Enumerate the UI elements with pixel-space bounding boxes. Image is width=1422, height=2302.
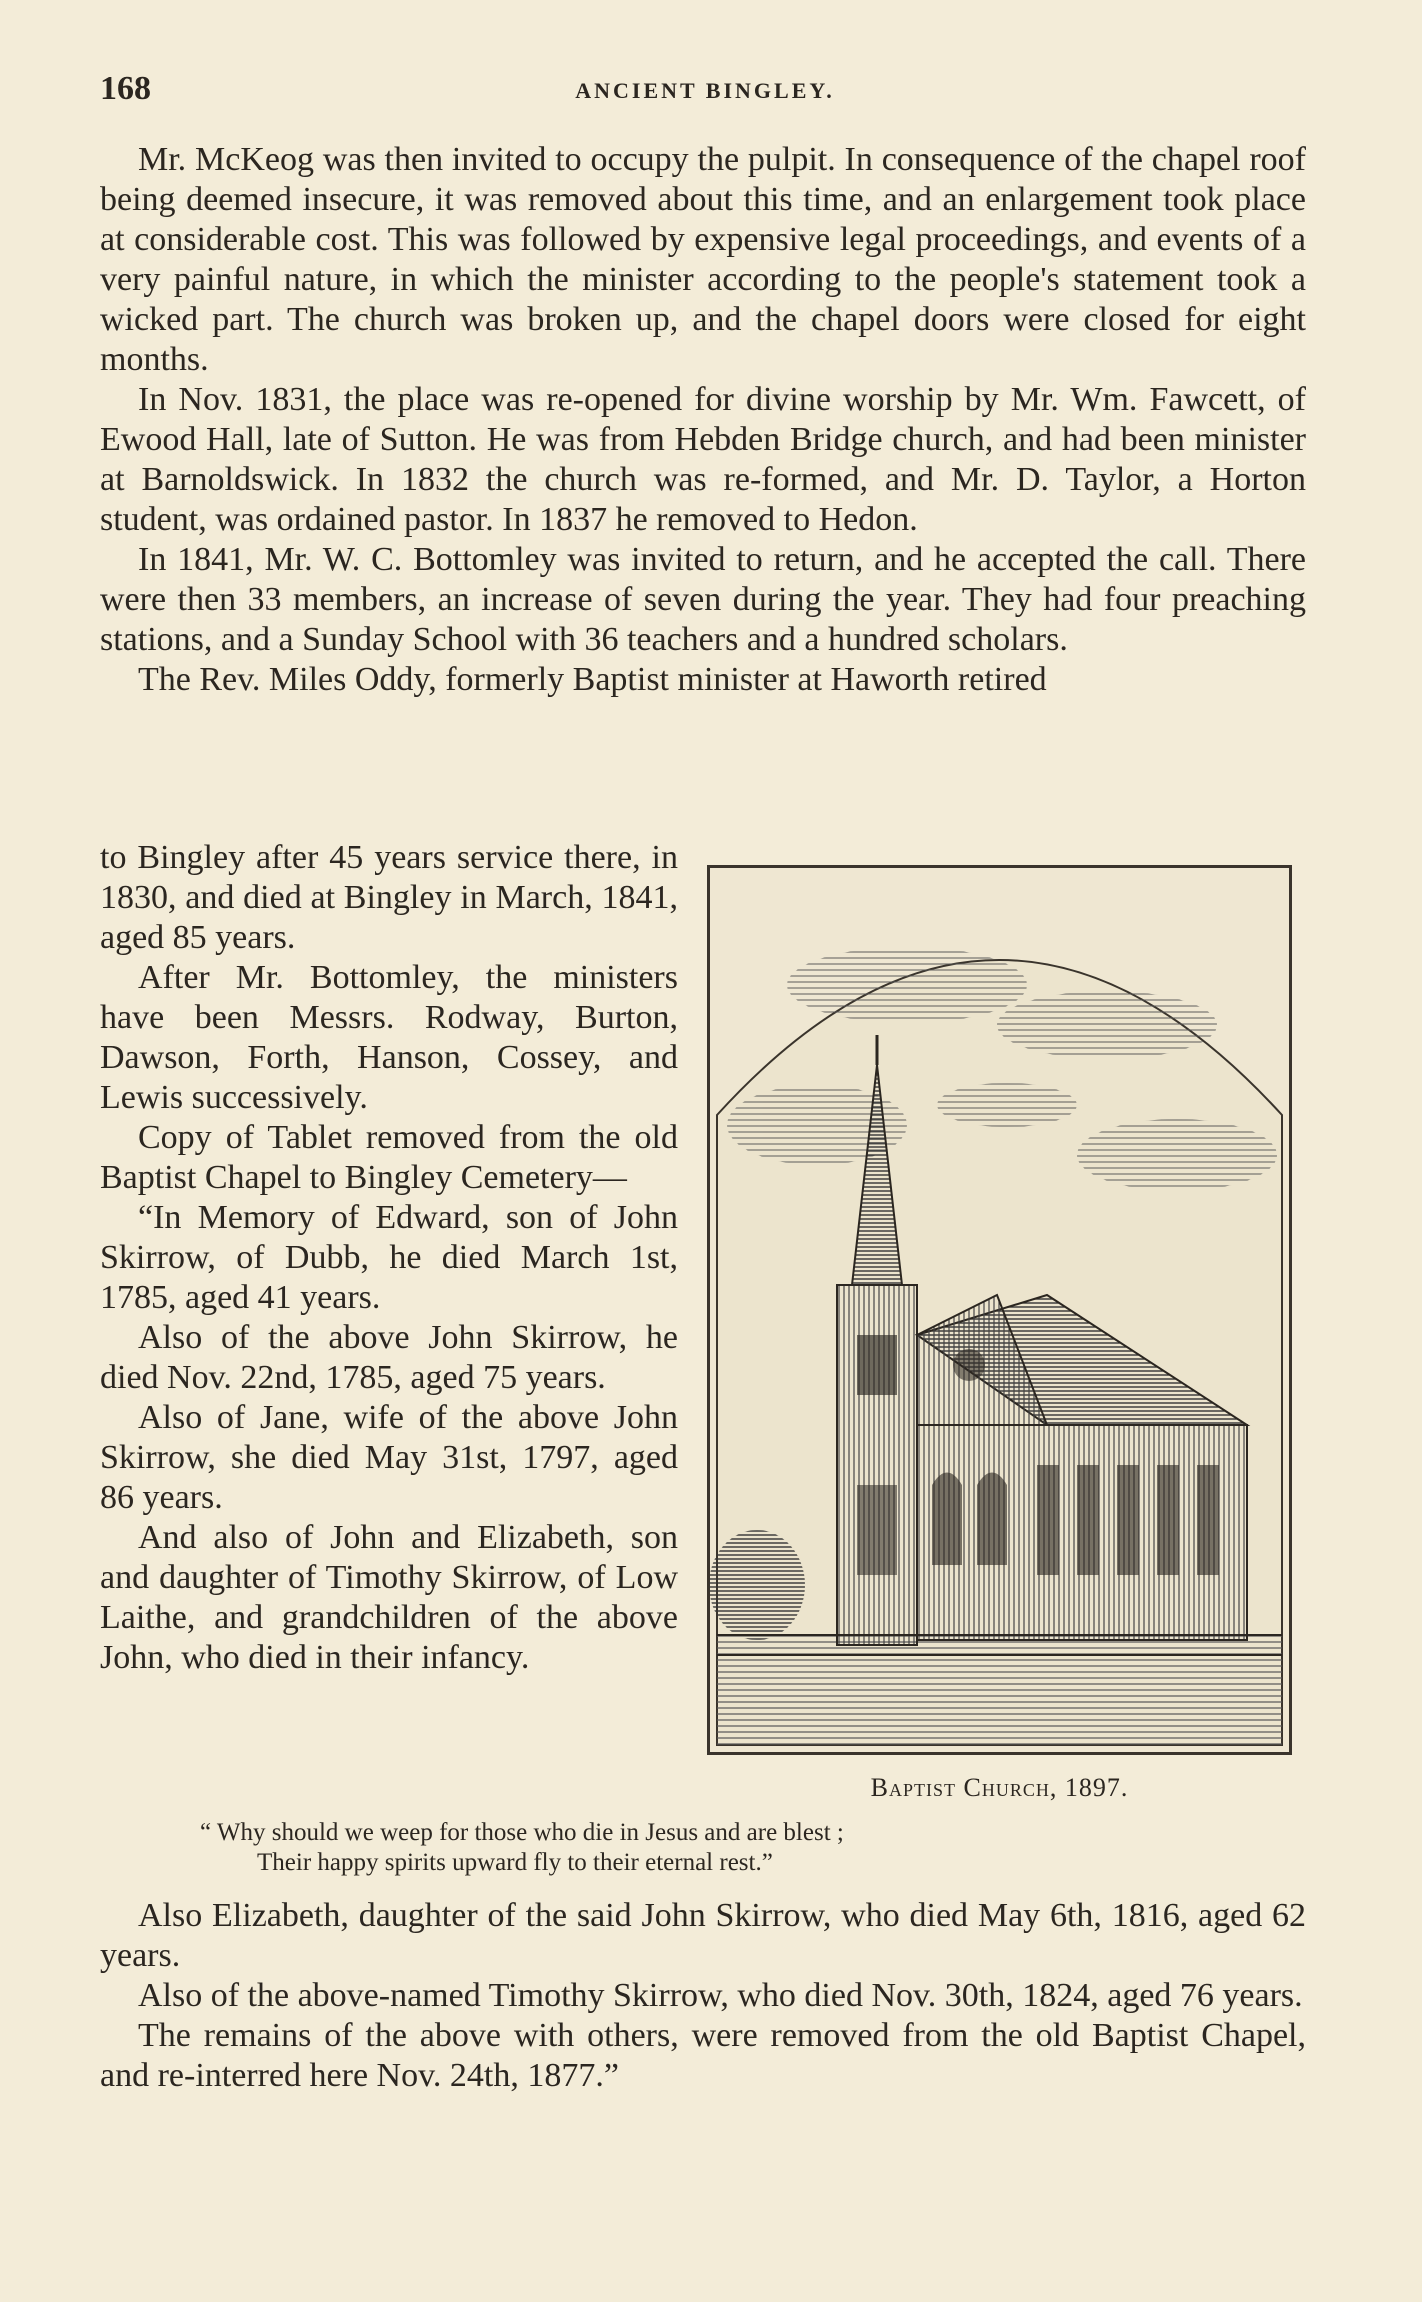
paragraph-edward: “In Memory of Edward, son of John Skirrow, of Dubb, he died March 1st, 1785, aged 41 years. bbox=[100, 1199, 678, 1316]
paragraph-oddy-continued: to Bingley after 45 years service there, in 1830, and died at Bingley in March, 1841, aged 85 years. bbox=[100, 839, 678, 956]
paragraph-elizabeth: Also Elizabeth, daughter of the said John Skirrow, who died May 6th, 1816, aged 62 years. bbox=[100, 1897, 1306, 1974]
paragraph-tablet-intro: Copy of Tablet removed from the old Baptist Chapel to Bingley Cemetery— bbox=[100, 1119, 678, 1196]
paragraph-1831: In Nov. 1831, the place was re-opened for divine worship by Mr. Wm. Fawcett, of Ewood Hall, late of Sutton. He was from Hebden Bridge church, and had been minister at Barnoldswick. In 1832 the church was re-formed, and Mr. D. Taylor, a Horton student, was ordained pastor. In 1837 he removed to Hedon. bbox=[100, 381, 1306, 538]
church-illustration bbox=[707, 865, 1292, 1755]
left-column-text bbox=[100, 838, 678, 1678]
epitaph-verse bbox=[200, 1818, 1200, 1878]
paragraph-ministers: After Mr. Bottomley, the ministers have been Messrs. Rodway, Burton, Dawson, Forth, Hanson, Cossey, and Lewis successively. bbox=[100, 959, 678, 1116]
paragraph-remains: The remains of the above with others, were removed from the old Baptist Chapel, and re-interred here Nov. 24th, 1877.” bbox=[100, 2017, 1306, 2094]
paragraph-1841: In 1841, Mr. W. C. Bottomley was invited to return, and he accepted the call. There were then 33 members, an increase of seven during the year. They had four preaching stations, and a Sunday School with 36 teachers and a hundred scholars. bbox=[100, 541, 1306, 658]
bottom-text-block bbox=[100, 1896, 1306, 2096]
paragraph-mckeog: Mr. McKeog was then invited to occupy the pulpit. In consequence of the chapel roof being deemed insecure, it was removed about this time, and an enlargement took place at considerable cost. This was followed by expensive legal proceedings, and events of a very painful nature, in which the minister according to the people's statement took a wicked part. The church was broken up, and the chapel doors were closed for eight months. bbox=[100, 141, 1306, 378]
paragraph-john-skirrow: Also of the above John Skirrow, he died Nov. 22nd, 1785, aged 75 years. bbox=[100, 1319, 678, 1396]
epitaph-line-2: Their happy spirits upward fly to their eternal rest.” bbox=[257, 1849, 773, 1876]
church-engraving bbox=[707, 865, 1292, 1755]
paragraph-john-elizabeth: And also of John and Elizabeth, son and daughter of Timothy Skirrow, of Low Laithe, and grandchildren of the above John, who died in their infancy. bbox=[100, 1519, 678, 1676]
page-header bbox=[100, 70, 1310, 110]
epitaph-line-1: “ Why should we weep for those who die in Jesus and are blest ; bbox=[200, 1819, 844, 1846]
paragraph-timothy: Also of the above-named Timothy Skirrow, who died Nov. 30th, 1824, aged 76 years. bbox=[138, 1977, 1303, 2014]
paragraph-jane: Also of Jane, wife of the above John Skirrow, she died May 31st, 1797, aged 86 years. bbox=[100, 1399, 678, 1516]
figure-caption: Baptist Church, 1897. bbox=[870, 1773, 1129, 1802]
top-text-block bbox=[100, 140, 1306, 700]
paragraph-oddy-start: The Rev. Miles Oddy, formerly Baptist minister at Haworth retired bbox=[138, 661, 1047, 698]
page-number: 168 bbox=[100, 70, 151, 107]
running-head: ANCIENT BINGLEY. bbox=[575, 78, 835, 103]
